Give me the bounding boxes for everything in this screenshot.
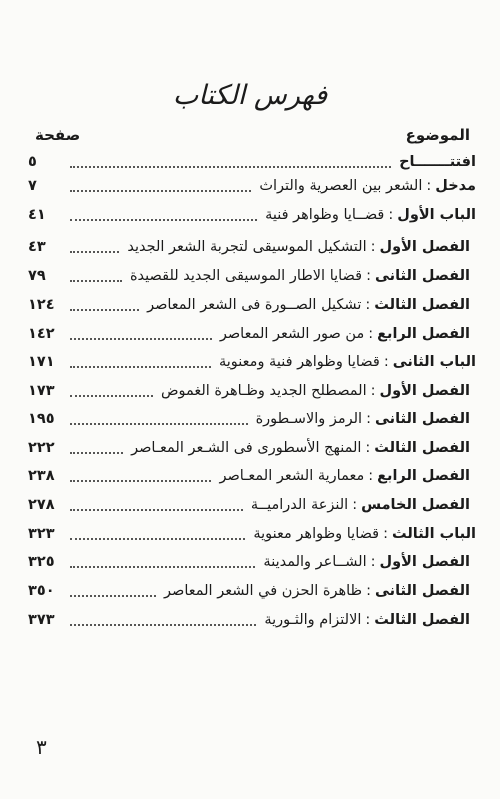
toc-entry-label: الباب الأول	[397, 207, 476, 223]
toc-dot-leader	[70, 308, 139, 311]
toc-entry	[28, 322, 470, 346]
toc-entry-title: الالتزام والثـورية	[264, 612, 362, 628]
toc-dot-leader	[70, 508, 243, 511]
toc-entry-page: ٢٢٢	[28, 440, 55, 456]
toc-entry-title: الرمز والاسـطورة	[255, 411, 363, 427]
toc-entry-page: ١٧١	[28, 354, 55, 370]
toc-entry-page: ٥	[28, 154, 37, 170]
toc-entry-separator: :	[366, 268, 371, 284]
toc-entry-page: ١٢٤	[28, 297, 55, 313]
toc-entry-page: ٢٧٨	[28, 497, 55, 513]
toc-entry	[28, 174, 476, 198]
toc-entry-separator: :	[388, 207, 394, 223]
toc-entry	[28, 550, 470, 574]
toc-entry-page: ٧	[28, 178, 37, 194]
toc-entry-page: ١٧٣	[28, 383, 55, 399]
toc-entry-label: الباب الثالث	[392, 526, 476, 542]
toc-entry-page: ٣٢٣	[28, 526, 55, 542]
toc-entry-title: تشكيل الصــورة فى الشعر المعاصر	[147, 297, 362, 313]
toc-entry-title: قضايا الاطار الموسيقى الجديد للقصيدة	[129, 268, 363, 284]
toc-entry-title: قضــايا وظواهر فنية	[265, 207, 385, 223]
toc-entry-title: الشــاعر والمدينة	[263, 554, 367, 570]
subject-column-header: الموضوع	[405, 126, 470, 144]
toc-entry-separator: :	[365, 440, 371, 456]
toc-dot-leader	[70, 189, 251, 192]
toc-dot-leader	[70, 565, 255, 568]
toc-entry-title: قضايا وظواهر معنوية	[253, 526, 380, 542]
toc-dot-leader	[70, 479, 211, 482]
toc-entry	[28, 464, 470, 488]
toc-entry-page: ٣٢٥	[28, 554, 55, 570]
toc-entry-page: ٤١	[28, 207, 46, 223]
toc-entry-label: الباب الثانى	[392, 354, 476, 370]
toc-entry-title: معمارية الشعر المعـاصر	[219, 468, 365, 484]
toc-entry-label: الفصل الرابع	[377, 468, 470, 484]
toc-entry-label: الفصل الثانى	[374, 583, 470, 599]
toc-entry-separator: :	[370, 239, 376, 255]
toc-entry-separator: :	[383, 526, 389, 542]
toc-entry-label: افتتـــــــاح	[399, 154, 476, 170]
toc-entry-title: قضايا وظواهر فنية ومعنوية	[219, 354, 380, 370]
toc-entry-separator: :	[366, 583, 371, 599]
toc-entry-label: الفصل الثالث	[374, 612, 470, 628]
toc-entry-page: ٣٥٠	[28, 583, 55, 599]
toc-entry-page: ٢٣٨	[28, 468, 55, 484]
toc-entry-label: الفصل الأول	[379, 554, 470, 570]
toc-entry	[28, 493, 470, 517]
toc-entry-separator: :	[383, 354, 389, 370]
toc-entry-label: الفصل الثالث	[374, 297, 470, 313]
toc-entry-separator: :	[368, 468, 374, 484]
toc-entry-title: من صور الشعر المعاصر	[219, 326, 365, 342]
toc-entry-separator: :	[352, 497, 358, 513]
toc-entry-title: المصطلح الجديد وظـاهرة الغموض	[160, 383, 367, 399]
toc-entry	[28, 264, 470, 288]
toc-dot-leader	[70, 365, 211, 368]
toc-entry-title: المنهج الأسطورى فى الشـعر المعـاصر	[131, 440, 362, 456]
toc-dot-leader	[70, 250, 119, 253]
toc-dot-leader	[70, 623, 256, 626]
toc-dot-leader	[70, 218, 257, 221]
toc-entry-separator: :	[365, 297, 371, 313]
toc-entry	[28, 293, 470, 317]
toc-dot-leader	[70, 337, 212, 340]
toc-entry-label: الفصل الأول	[379, 383, 470, 399]
toc-dot-leader	[70, 165, 391, 168]
toc-entry-label: الفصل الخامس	[361, 497, 470, 513]
toc-entry-separator: :	[426, 178, 432, 194]
toc-entry-page: ٧٩	[28, 268, 46, 284]
toc-entry-title: التشكيل الموسيقى لتجربة الشعر الجديد	[127, 239, 367, 255]
toc-entry	[28, 407, 470, 431]
toc-entry-page: ١٤٢	[28, 326, 55, 342]
toc-entry-separator: :	[368, 326, 374, 342]
toc-dot-leader	[70, 422, 248, 425]
page-number: ٣	[36, 735, 47, 759]
toc-entry-title: الشعر بين العصرية والتراث	[259, 178, 423, 194]
toc-entry-label: الفصل الثالث	[374, 440, 470, 456]
toc-entry-page: ١٩٥	[28, 411, 55, 427]
toc-entry	[28, 522, 476, 546]
toc-entry-label: مدخل	[435, 178, 476, 194]
toc-entry	[28, 379, 470, 403]
toc-dot-leader	[70, 451, 123, 454]
toc-entry-label: الفصل الرابع	[377, 326, 470, 342]
page-title: فهرس الكتاب	[172, 80, 328, 111]
toc-entry-label: الفصل الثانى	[374, 268, 470, 284]
toc-dot-leader	[70, 394, 153, 397]
toc-entry-label: الفصل الثانى	[374, 411, 470, 427]
toc-entry-separator: :	[370, 383, 376, 399]
toc-entry-page: ٤٣	[28, 239, 46, 255]
toc-entry	[28, 150, 476, 174]
toc-entry-separator: :	[370, 554, 376, 570]
toc-entry-separator: :	[366, 411, 371, 427]
toc-entry-title: ظاهرة الحزن في الشعر المعاصر	[164, 583, 363, 599]
toc-entry-separator: :	[365, 612, 371, 628]
toc-entry-label: الفصل الأول	[379, 239, 470, 255]
toc-dot-leader	[70, 279, 122, 282]
toc-entry-page: ٣٧٣	[28, 612, 55, 628]
toc-entry	[28, 350, 476, 374]
toc-entry-title: النزعة الدراميــة	[250, 497, 349, 513]
toc-entry	[28, 203, 476, 227]
page-column-header: صفحة	[35, 126, 81, 144]
toc-entry	[28, 235, 470, 259]
toc-entry	[28, 579, 470, 603]
toc-entry	[28, 608, 470, 632]
toc-entry	[28, 436, 470, 460]
toc-dot-leader	[70, 594, 156, 597]
toc-dot-leader	[70, 537, 245, 540]
